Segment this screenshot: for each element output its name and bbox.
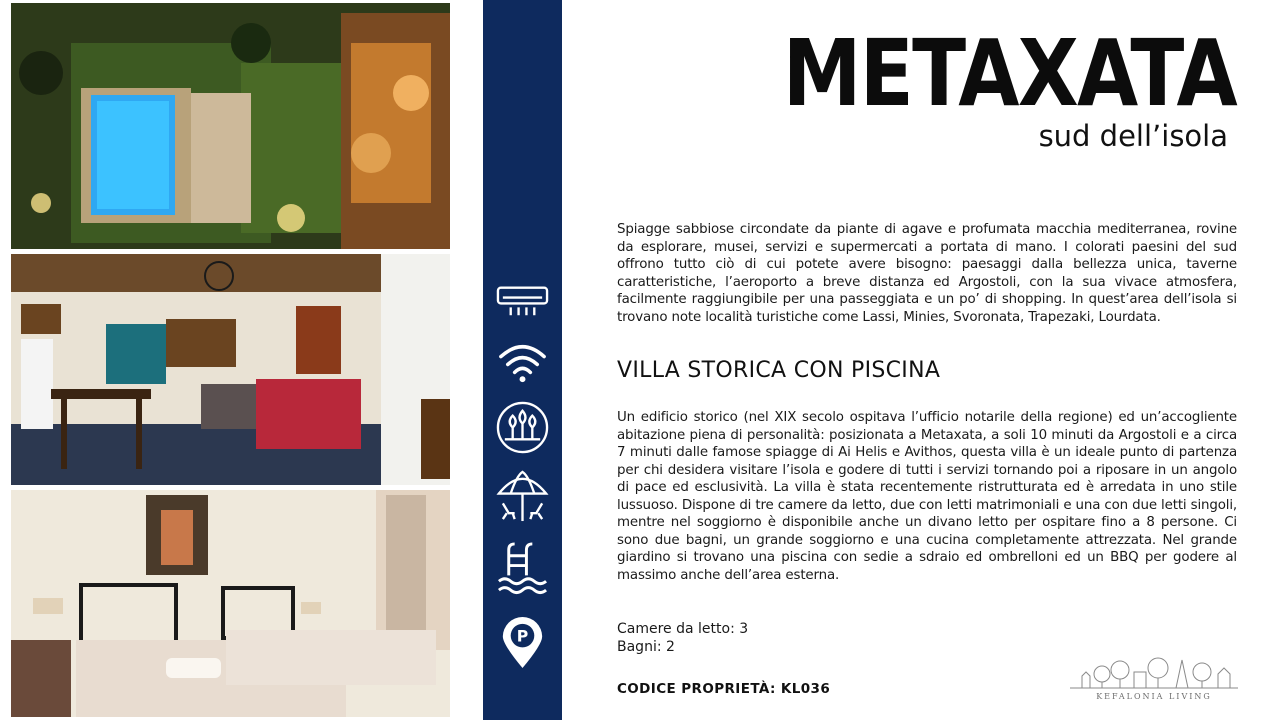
intro-paragraph: Spiagge sabbiose circondate da piante di agave e profumata macchia mediterranea, rovine da esplorare, musei, servizi e supermercati a portata di mano. I colorati paesini del sud offrono tutto ciò di cui potete avere bisogno: paesaggi dalla bellezza unica, taverne caratteristiche, l’aeroporto a breve distanza ed Argostoli, con la sua vivace atmosfera, facilmente raggiungibile per una passeggiata e un po’ di shopping. In quest’area dell’isola si trovano note località turistiche come Lassi, Minies, Svoronata, Trapezaki, Lourdata.	[617, 222, 1237, 325]
logo-text: KEFALONIA LIVING	[1096, 692, 1212, 701]
brand-logo	[1068, 654, 1240, 704]
svg-text:P: P	[516, 626, 529, 646]
property-specs	[617, 621, 748, 656]
pool-aerial-photo	[11, 3, 450, 249]
bedroom-photo	[11, 490, 450, 717]
description-paragraph: Un edificio storico (nel XIX secolo ospitava l’ufficio notarile della regione) ed un’accogliente abitazione piena di personalità: posizionata a Metaxata, a soli 10 minuti da Argostoli e a circa 7 minuti dalle famose spiagge di Ai Helis e Avithos, questa villa è un ideale punto di partenza per chi desidera visitare l’isola e godere di tutti i servizi tornando poi a riposare in un angolo di pace ed esclusività. La villa è stata recentemente ristrutturata ed è arredata in uno stile lussuoso. Dispone di tre camere da letto, due con letti matrimoniali e una con due letti singoli, mentre nel soggiorno è disponibile anche un divano letto per ospitare fino a 8 persone. Ci sono due bagni, un grande soggiorno e una cucina completamente attrezzata. Nel grande giardino si trovano una piscina con sedie a sdraio ed ombrelloni ed un BBQ per godere al massimo anche dell’area esterna.	[617, 410, 1237, 583]
section-heading: VILLA STORICA CON PISCINA	[617, 358, 941, 383]
bedrooms-count: Camere da letto: 3	[617, 621, 749, 637]
umbrella-chairs-icon	[495, 468, 550, 523]
page-subtitle: sud dell’isola	[1038, 119, 1228, 153]
page-title: METAXATA	[782, 20, 1236, 127]
bathrooms-count: Bagni: 2	[617, 638, 675, 655]
parking-icon	[495, 615, 550, 670]
air-conditioner-icon	[495, 273, 550, 328]
living-room-photo	[11, 254, 450, 485]
garden-icon	[495, 400, 550, 455]
property-code: CODICE PROPRIETÀ: KL036	[617, 681, 831, 697]
amenities-band	[483, 0, 562, 720]
pool-icon	[495, 540, 550, 595]
wifi-icon	[495, 335, 550, 390]
